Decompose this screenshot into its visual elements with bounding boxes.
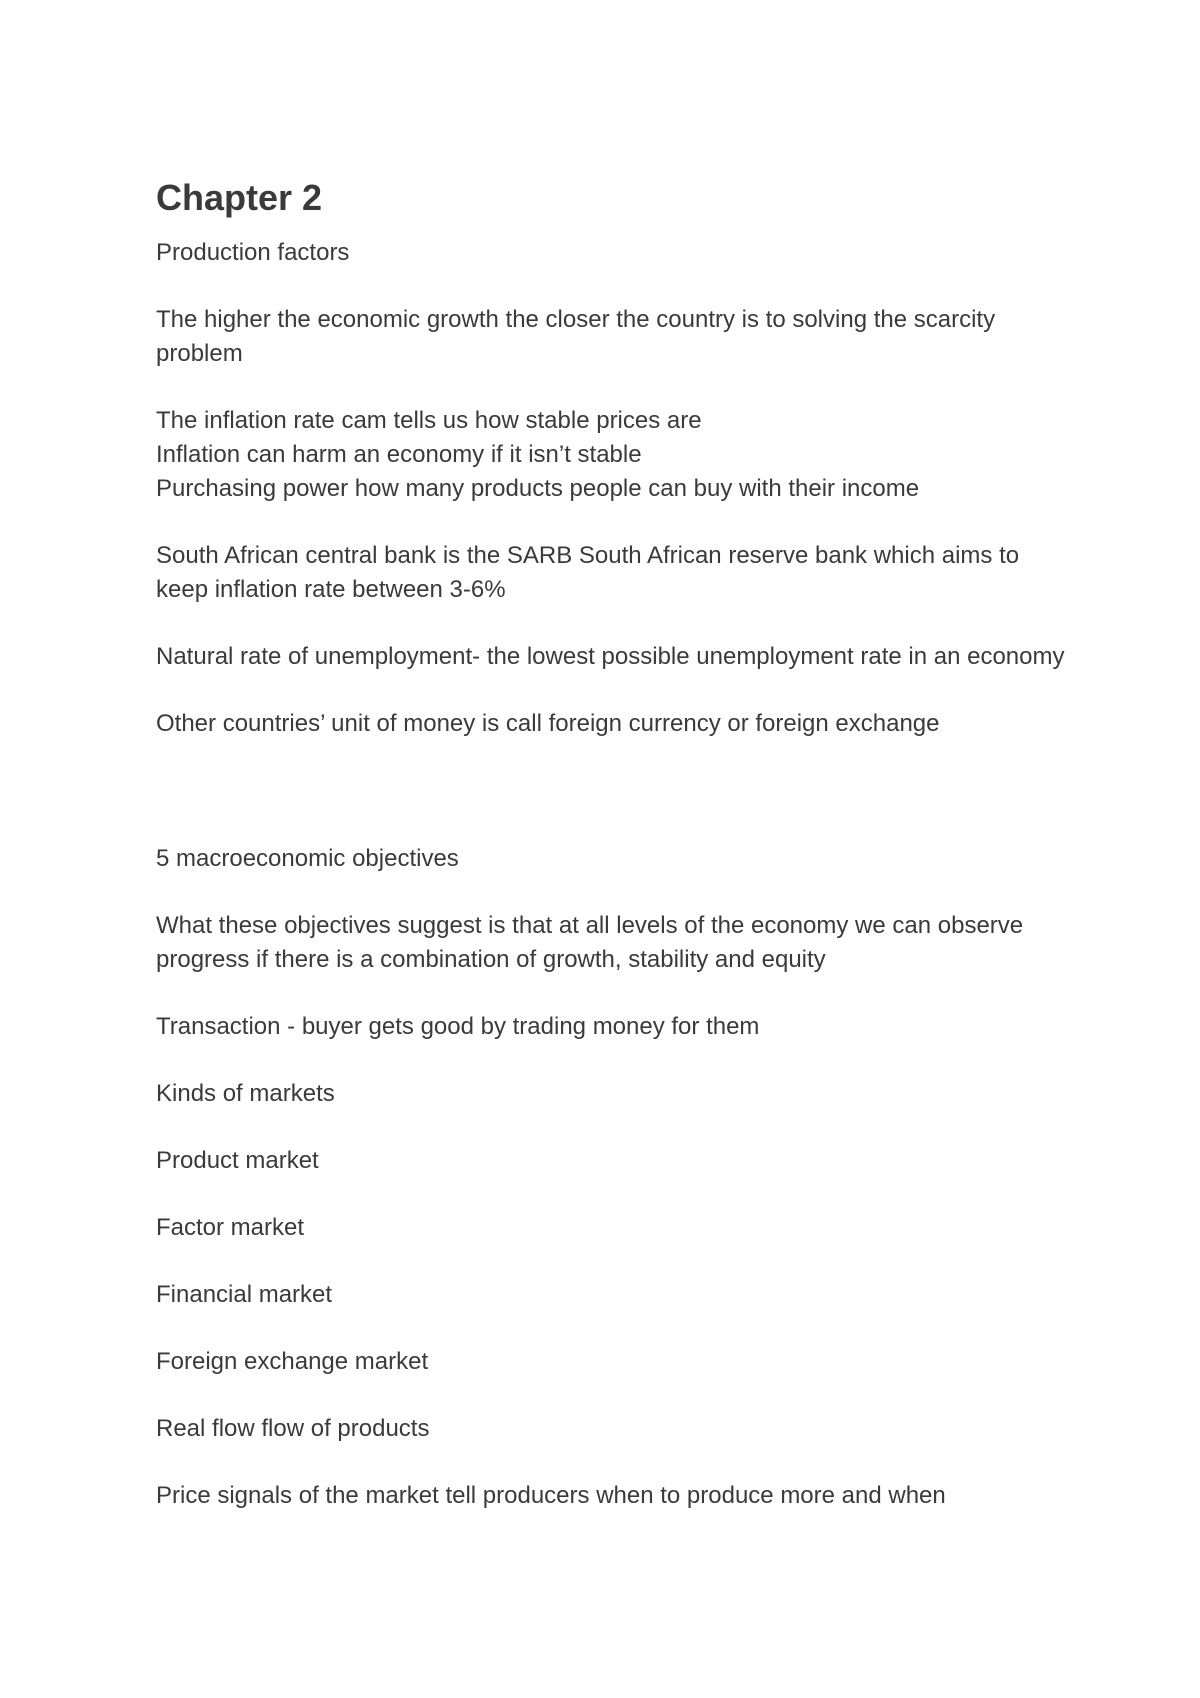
- paragraph-product-market: Product market: [156, 1147, 319, 1174]
- paragraph-inflation-rate: The inflation rate cam tells us how stable prices are: [156, 407, 702, 434]
- paragraph-economic-growth: The higher the economic growth the closer the country is to solving the scarcity problem: [156, 306, 996, 367]
- paragraph-natural-unemployment: Natural rate of unemployment- the lowest possible unemployment rate in an economy: [156, 643, 1065, 670]
- paragraph-financial-market: Financial market: [156, 1281, 333, 1308]
- document-body: [156, 170, 1076, 1513]
- paragraph-macro-objectives: 5 macroeconomic objectives: [156, 845, 459, 872]
- paragraph-transaction: Transaction - buyer gets good by trading money for them: [156, 1013, 760, 1040]
- paragraph-foreign-exchange-market: Foreign exchange market: [156, 1348, 429, 1375]
- paragraph-real-flow: Real flow flow of products: [156, 1415, 430, 1442]
- paragraph-price-signals: Price signals of the market tell producers when to produce more and when: [156, 1482, 946, 1509]
- paragraph-purchasing-power: Purchasing power how many products people can buy with their income: [156, 475, 920, 502]
- paragraph-factor-market: Factor market: [156, 1214, 305, 1241]
- paragraph-objectives-suggest: What these objectives suggest is that at all levels of the economy we can observe progress if there is a combination of growth, stability and equity: [156, 912, 1024, 973]
- paragraph-foreign-currency: Other countries’ unit of money is call foreign currency or foreign exchange: [156, 710, 940, 737]
- paragraph-sarb: South African central bank is the SARB South African reserve bank which aims to keep inflation rate between 3-6%: [156, 542, 1020, 603]
- page-title: Chapter 2: [156, 177, 323, 218]
- paragraph-inflation-harm: Inflation can harm an economy if it isn’t stable: [156, 441, 642, 468]
- paragraph-kinds-of-markets: Kinds of markets: [156, 1080, 335, 1107]
- paragraph-production-factors: Production factors: [156, 239, 350, 266]
